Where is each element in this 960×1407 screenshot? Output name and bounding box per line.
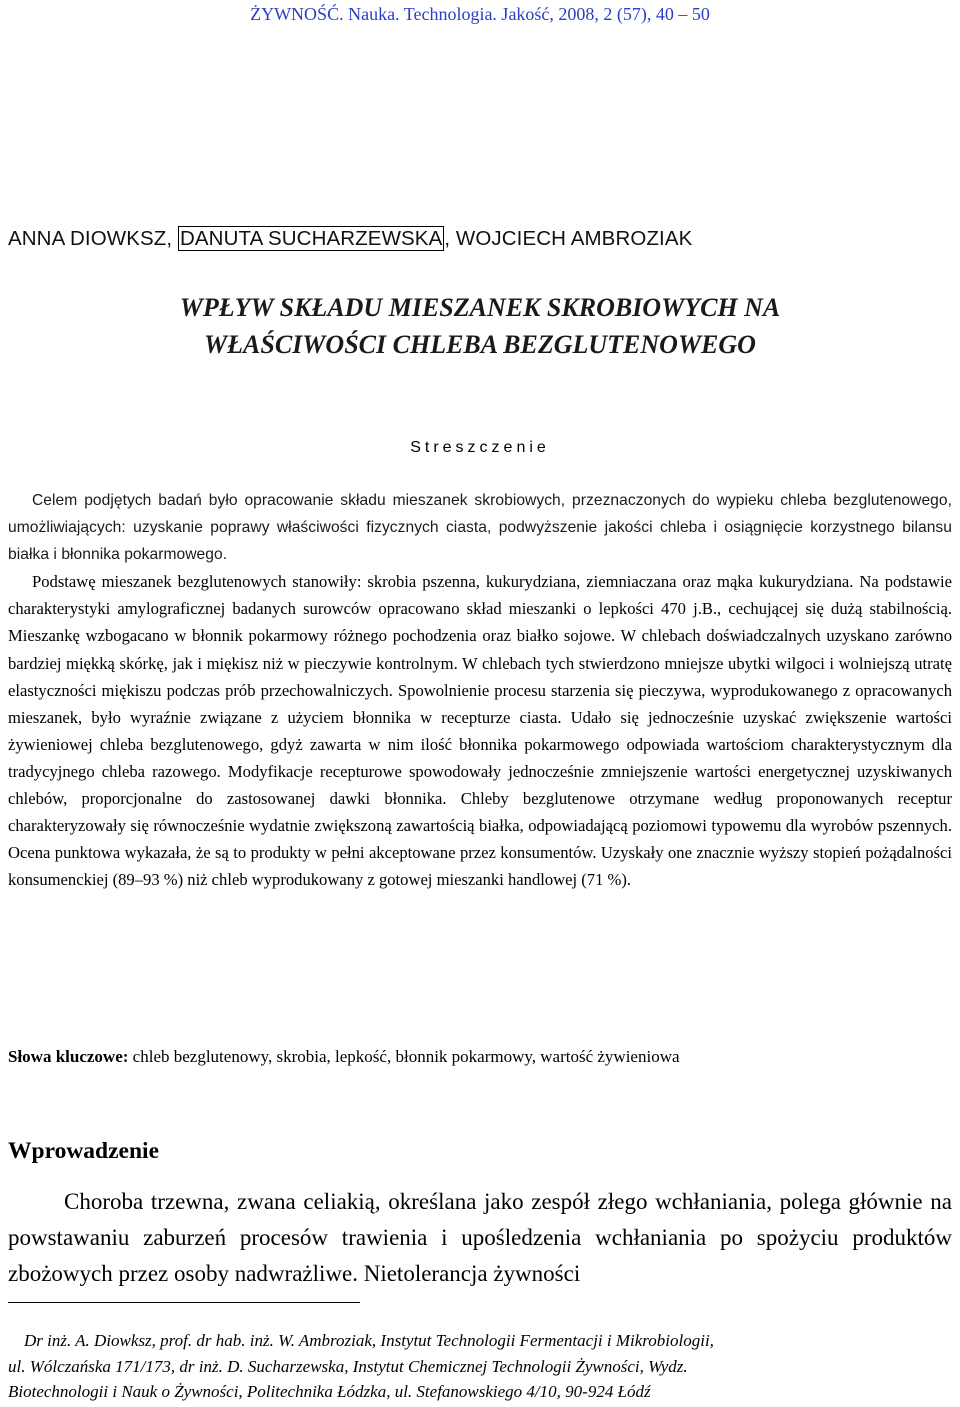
abstract-heading: Streszczenie — [410, 439, 550, 456]
highlighted-author: DANUTA SUCHARZEWSKA — [179, 227, 443, 250]
keywords-text: chleb bezglutenowy, skrobia, lepkość, błonnik pokarmowy, wartość żywieniowa — [128, 1047, 680, 1066]
title-line-1: WPŁYW SKŁADU MIESZANEK SKROBIOWYCH NA — [179, 293, 781, 322]
abstract-paragraph-1: Celem podjętych badań było opracowanie składu mieszanek skrobiowych, przeznaczonych do wypieku chleba bezglutenowego, umożliwiających: uzyskanie poprawy właściwości fizycznych ciasta, podwyższenie jakości chleba i osiągnięcie korzystnego bilansu białka i błonnika pokarmowego. — [8, 492, 952, 564]
keywords-label: Słowa kluczowe: — [8, 1047, 129, 1066]
paper-title — [0, 289, 960, 363]
authors — [8, 227, 952, 251]
footnote-line-1: Dr inż. A. Diowksz, prof. dr hab. inż. W. Ambroziak, Instytut Technologii Fermentacji i Mikrobiologii, — [24, 1331, 714, 1350]
introduction-text — [8, 1184, 952, 1292]
footnote — [8, 1328, 954, 1405]
footnote-line-3: Biotechnologii i Nauk o Żywności, Politechnika Łódzka, ul. Stefanowskiego 4/10, 90-924 Łódź — [8, 1382, 651, 1401]
footnote-line-2: ul. Wólczańska 171/173, dr inż. D. Sucharzewska, Instytut Chemicznej Technologii Żywności, Wydz. — [8, 1356, 688, 1376]
abstract-body — [8, 487, 952, 893]
author-names-after: , WOJCIECH AMBROZIAK — [444, 227, 693, 250]
journal-header-link[interactable]: ŻYWNOŚĆ. Nauka. Technologia. Jakość, 2008, 2 (57), 40 – 50 — [250, 4, 710, 24]
footnote-divider — [8, 1302, 360, 1303]
keywords — [8, 1044, 952, 1070]
introduction-paragraph: Choroba trzewna, zwana celiakią, określana jako zespół złego wchłaniania, polega głównie na powstawaniu zaburzeń procesów trawienia i upośledzenia wchłaniania po spożyciu produktów zbożowych przez osoby nadwrażliwe. Nietolerancja żywności — [8, 1189, 952, 1286]
author-names-before: ANNA DIOWKSZ, — [8, 227, 178, 250]
abstract-paragraph-2: Podstawę mieszanek bezglutenowych stanowiły: skrobia pszenna, kukurydziana, ziemniaczana oraz mąka kukurydziana. Na podstawie charakterystyki amylograficznej badanych surowców opracowano skład mieszanki o lepkości 470 j.B., cechującej się dużą stabilnością. Mieszankę wzbogacano w błonnik pokarmowy różnego pochodzenia oraz białko sojowe. W chlebach doświadczalnych uzyskano zarówno bardziej miękką skórkę, jak i miękisz niż w pieczywie kontrolnym. W chlebach tych stwierdzono mniejsze ubytki wilgoci i wolniejszą utratę elastyczności miękiszu podczas prób przechowalniczych. Spowolnienie procesu starzenia się pieczywa, wyprodukowanego z opracowanych mieszanek, było wyraźnie związane z użyciem błonnika w recepturze ciasta. Udało się jednocześnie uzyskać zwiększenie wartości żywieniowej chleba bezglutenowego, gdyż zawarta w nim ilość błonnika pokarmowego odpowiada wartościom charakterystycznym dla tradycyjnego chleba razowego. Modyfikacje recepturowe spowodowały jednocześnie zmniejszenie wartości energetycznej uzyskiwanych chlebów, proporcjonalne do zastosowanej dawki błonnika. Chleby bezglutenowe otrzymane według proponowanych receptur charakteryzowały się równocześnie wydatnie zwiększoną zawartością białka, odpowiadającą poziomowi typowemu dla wyrobów pszennych. Ocena punktowa wykazała, że są to produkty w pełni akceptowane przez konsumentów. Uzyskały one znacznie wyższy stopień pożądalności konsumenckiej (89–93 %) niż chleb wyprodukowany z gotowej mieszanki handlowej (71 %). — [8, 572, 952, 890]
title-line-2: WŁAŚCIWOŚCI CHLEBA BEZGLUTENOWEGO — [204, 330, 756, 359]
section-heading-introduction: Wprowadzenie — [8, 1138, 160, 1164]
